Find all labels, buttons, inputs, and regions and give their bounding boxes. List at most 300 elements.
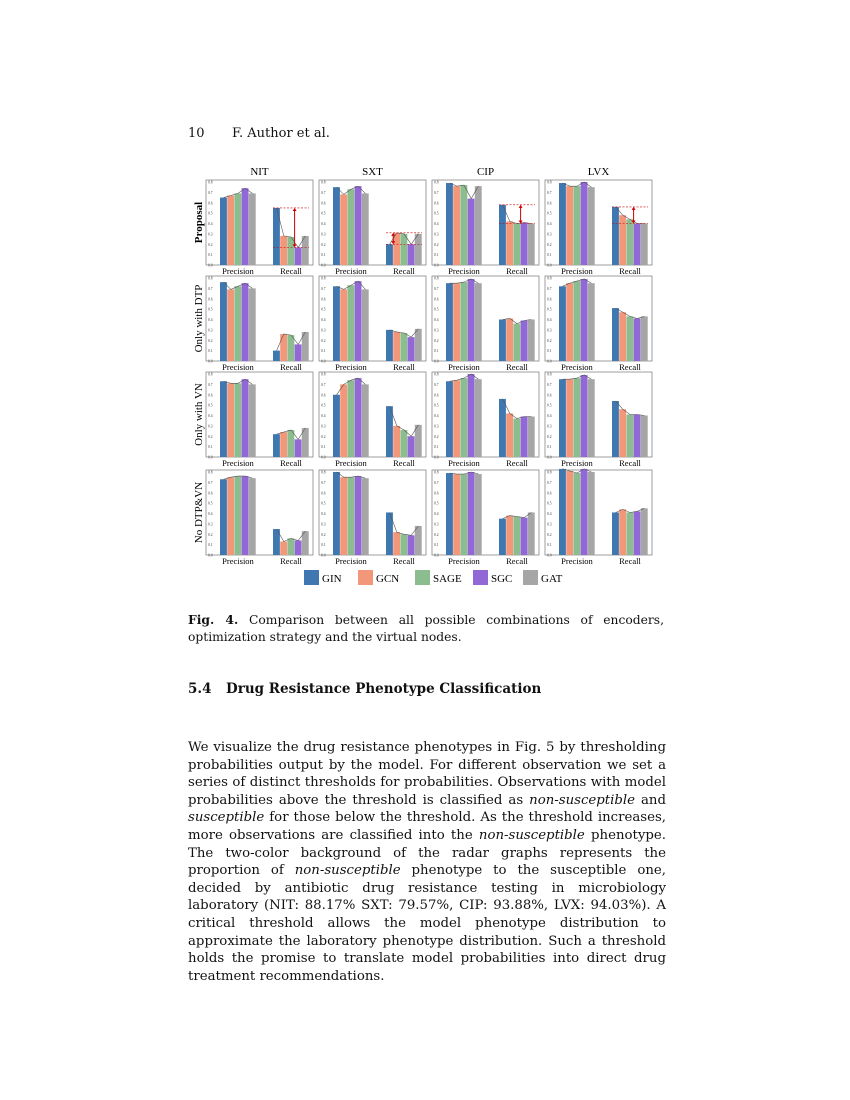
x-category-label: Recall: [506, 362, 528, 372]
y-tick-label: 0.2: [208, 434, 213, 439]
y-tick-label: 0.7: [547, 480, 552, 485]
y-tick-label: 0.8: [547, 180, 552, 185]
column-title: SXT: [362, 166, 383, 178]
legend-label: SGC: [491, 573, 513, 585]
bar: [619, 509, 626, 555]
y-tick-label: 0.5: [321, 403, 326, 408]
y-tick-label: 0.0: [208, 553, 213, 558]
y-tick-label: 0.5: [321, 501, 326, 506]
bar: [475, 283, 482, 361]
body-paragraph: [188, 739, 666, 985]
bar: [400, 534, 407, 555]
y-tick-label: 0.6: [434, 297, 439, 302]
bar: [513, 517, 520, 555]
x-category-label: Precision: [222, 458, 254, 468]
y-tick-label: 0.0: [321, 455, 326, 460]
bar: [220, 282, 227, 361]
y-tick-label: 0.3: [434, 424, 439, 429]
legend-swatch: [304, 570, 319, 585]
y-tick-label: 0.6: [547, 491, 552, 496]
y-tick-label: 0.2: [321, 532, 326, 537]
bar: [453, 380, 460, 457]
bar: [634, 511, 641, 555]
bar: [612, 401, 619, 457]
y-tick-label: 0.1: [321, 543, 326, 548]
y-tick-label: 0.3: [434, 232, 439, 237]
y-tick-label: 0.3: [208, 328, 213, 333]
x-category-label: Precision: [448, 266, 480, 276]
y-tick-label: 0.6: [208, 201, 213, 206]
y-tick-label: 0.6: [208, 491, 213, 496]
bar: [513, 324, 520, 361]
x-category-label: Recall: [393, 458, 415, 468]
bar: [475, 186, 482, 265]
row-label: Proposal: [193, 201, 205, 244]
bar: [626, 512, 633, 555]
bar: [340, 194, 347, 265]
y-tick-label: 0.5: [547, 403, 552, 408]
bar: [468, 199, 475, 265]
y-tick-label: 0.0: [547, 359, 552, 364]
bar: [499, 399, 506, 457]
bar: [333, 286, 340, 361]
bar: [468, 374, 475, 457]
bar: [287, 237, 294, 265]
para-text: phenotype to the susceptible one, decided by antibiotic drug resistance testing in microbiology laboratory (NIT: 88.17% SXT: 79.57%, CIP: 93.88%, LVX: 94.03%). A critical threshold allows the model phenotype distribution to approximate the laboratory phenotype distribution. Such a threshold holds the promise to translate model probabilities into direct drug treatment recommendations.: [188, 863, 666, 984]
y-tick-label: 0.3: [434, 328, 439, 333]
y-tick-label: 0.8: [434, 180, 439, 185]
y-tick-label: 0.7: [208, 480, 213, 485]
y-tick-label: 0.6: [434, 491, 439, 496]
y-tick-label: 0.7: [208, 190, 213, 195]
y-tick-label: 0.0: [434, 263, 439, 268]
x-category-label: Recall: [280, 266, 302, 276]
bar: [641, 316, 648, 361]
y-tick-label: 0.3: [321, 424, 326, 429]
y-tick-label: 0.7: [321, 480, 326, 485]
y-tick-label: 0.6: [321, 491, 326, 496]
bar: [626, 219, 633, 265]
y-tick-label: 0.3: [547, 328, 552, 333]
bar: [347, 380, 354, 457]
bar: [400, 430, 407, 457]
y-tick-label: 0.6: [321, 297, 326, 302]
x-category-label: Recall: [619, 362, 641, 372]
bar: [220, 479, 227, 555]
y-tick-label: 0.1: [321, 253, 326, 258]
x-category-label: Recall: [393, 362, 415, 372]
bar: [400, 333, 407, 361]
y-tick-label: 0.2: [434, 532, 439, 537]
bar: [499, 205, 506, 265]
bar: [521, 417, 528, 457]
y-tick-label: 0.1: [547, 349, 552, 354]
bar: [528, 417, 535, 457]
column-title: LVX: [587, 166, 610, 178]
bar: [453, 474, 460, 555]
annotation-arrowhead: [519, 205, 523, 208]
y-tick-label: 0.8: [321, 180, 326, 185]
x-category-label: Recall: [619, 556, 641, 566]
running-authors: F. Author et al.: [232, 126, 330, 141]
legend-swatch: [523, 570, 538, 585]
y-tick-label: 0.5: [434, 307, 439, 312]
row-label: No DTP&VN: [193, 481, 205, 544]
y-tick-label: 0.6: [547, 297, 552, 302]
y-tick-label: 0.6: [321, 201, 326, 206]
bar: [355, 186, 362, 265]
legend-swatch: [415, 570, 430, 585]
legend-swatch: [358, 570, 373, 585]
bar: [249, 288, 256, 361]
y-tick-label: 0.6: [208, 297, 213, 302]
y-tick-label: 0.4: [321, 512, 326, 516]
y-tick-label: 0.3: [321, 522, 326, 527]
bar: [641, 508, 648, 555]
bar: [280, 236, 287, 265]
bar: [408, 337, 415, 361]
y-tick-label: 0.5: [434, 211, 439, 216]
y-tick-label: 0.6: [547, 393, 552, 398]
bar: [521, 222, 528, 265]
bar: [295, 344, 302, 361]
bar: [227, 195, 234, 265]
x-category-label: Precision: [222, 362, 254, 372]
bar: [634, 414, 641, 457]
x-category-label: Recall: [619, 458, 641, 468]
bar: [559, 379, 566, 457]
y-tick-label: 0.1: [321, 445, 326, 450]
bar: [415, 425, 422, 457]
bar: [234, 383, 241, 457]
bar: [415, 526, 422, 555]
y-tick-label: 0.7: [321, 190, 326, 195]
bar: [393, 233, 400, 265]
y-tick-label: 0.4: [321, 222, 326, 226]
y-tick-label: 0.7: [434, 480, 439, 485]
bar: [408, 244, 415, 265]
bar: [355, 281, 362, 361]
bar: [333, 187, 340, 265]
bar: [460, 185, 467, 265]
bar: [573, 473, 580, 555]
bar: [566, 283, 573, 361]
bar: [280, 432, 287, 457]
bar: [295, 439, 302, 457]
para-text: and: [635, 792, 666, 808]
bar: [612, 207, 619, 265]
y-tick-label: 0.8: [434, 276, 439, 281]
y-tick-label: 0.0: [547, 553, 552, 558]
y-tick-label: 0.3: [208, 522, 213, 527]
bar: [528, 512, 535, 555]
y-tick-label: 0.8: [208, 180, 213, 185]
y-tick-label: 0.3: [547, 424, 552, 429]
y-tick-label: 0.5: [434, 403, 439, 408]
bar: [273, 351, 280, 361]
y-tick-label: 0.0: [434, 359, 439, 364]
bar: [581, 375, 588, 457]
bar: [513, 419, 520, 457]
trend-line: [503, 205, 532, 224]
y-tick-label: 0.7: [208, 382, 213, 387]
y-tick-label: 0.1: [434, 543, 439, 548]
bar: [362, 384, 369, 457]
y-tick-label: 0.7: [434, 382, 439, 387]
column-title: NIT: [250, 166, 269, 178]
x-category-label: Precision: [561, 266, 593, 276]
para-emph: susceptible: [188, 810, 265, 826]
bar: [468, 279, 475, 361]
y-tick-label: 0.4: [208, 222, 213, 226]
y-tick-label: 0.5: [434, 501, 439, 506]
x-category-label: Recall: [506, 266, 528, 276]
bar: [273, 434, 280, 457]
bar: [280, 542, 287, 555]
bar: [355, 476, 362, 555]
y-tick-label: 0.1: [547, 543, 552, 548]
bar: [362, 289, 369, 361]
bar: [619, 312, 626, 361]
figure-caption: [188, 611, 664, 646]
y-tick-label: 0.0: [208, 263, 213, 268]
y-tick-label: 0.5: [547, 307, 552, 312]
y-tick-label: 0.7: [434, 190, 439, 195]
trend-line: [390, 513, 419, 536]
section-title: Drug Resistance Phenotype Classification: [226, 681, 542, 697]
y-tick-label: 0.0: [547, 455, 552, 460]
caption-label: Fig. 4.: [188, 612, 239, 627]
bar: [362, 478, 369, 555]
x-category-label: Recall: [280, 362, 302, 372]
y-tick-label: 0.8: [321, 372, 326, 377]
y-tick-label: 0.2: [208, 338, 213, 343]
y-tick-label: 0.2: [547, 434, 552, 439]
y-tick-label: 0.2: [321, 242, 326, 247]
y-tick-label: 0.1: [208, 543, 213, 548]
column-title: CIP: [476, 166, 495, 178]
bar: [612, 308, 619, 361]
y-tick-label: 0.1: [321, 349, 326, 354]
section-heading: [188, 681, 541, 697]
x-category-label: Precision: [222, 556, 254, 566]
legend-label: GIN: [322, 573, 342, 585]
y-tick-label: 0.4: [434, 414, 439, 418]
y-tick-label: 0.2: [208, 242, 213, 247]
bar: [581, 279, 588, 361]
bar: [499, 519, 506, 555]
bar: [227, 289, 234, 361]
bar: [386, 330, 393, 361]
y-tick-label: 0.3: [547, 232, 552, 237]
y-tick-label: 0.8: [547, 372, 552, 377]
bar: [573, 281, 580, 361]
legend-label: SAGE: [433, 573, 462, 585]
bar: [340, 477, 347, 555]
y-tick-label: 0.1: [434, 445, 439, 450]
y-tick-label: 0.0: [321, 359, 326, 364]
y-tick-label: 0.5: [208, 403, 213, 408]
y-tick-label: 0.1: [434, 253, 439, 258]
bar: [460, 282, 467, 361]
bar: [521, 518, 528, 555]
y-tick-label: 0.0: [208, 455, 213, 460]
y-tick-label: 0.0: [434, 553, 439, 558]
bar: [242, 379, 249, 457]
y-tick-label: 0.8: [321, 276, 326, 281]
y-tick-label: 0.8: [208, 276, 213, 281]
y-tick-label: 0.7: [434, 286, 439, 291]
y-tick-label: 0.4: [434, 512, 439, 516]
bar: [340, 384, 347, 457]
bar: [634, 318, 641, 361]
bar: [400, 234, 407, 265]
bar: [566, 379, 573, 457]
bar: [295, 247, 302, 265]
y-tick-label: 0.3: [208, 424, 213, 429]
y-tick-label: 0.1: [208, 349, 213, 354]
y-tick-label: 0.4: [321, 414, 326, 418]
y-tick-label: 0.5: [321, 307, 326, 312]
y-tick-label: 0.6: [434, 201, 439, 206]
bar: [612, 512, 619, 555]
bar: [415, 329, 422, 361]
bar: [460, 474, 467, 555]
y-tick-label: 0.6: [434, 393, 439, 398]
bar: [528, 320, 535, 362]
bar: [249, 478, 256, 555]
bar: [506, 221, 513, 265]
bar: [566, 471, 573, 555]
x-category-label: Precision: [561, 362, 593, 372]
y-tick-label: 0.1: [208, 253, 213, 258]
bar: [446, 473, 453, 555]
y-tick-label: 0.4: [434, 222, 439, 226]
y-tick-label: 0.7: [547, 382, 552, 387]
bar: [227, 383, 234, 457]
bar: [619, 215, 626, 265]
para-text: for those below the threshold. As the threshold increases, more observations are classified into the: [188, 810, 666, 843]
legend-label: GAT: [541, 573, 563, 585]
y-tick-label: 0.4: [547, 512, 552, 516]
y-tick-label: 0.4: [434, 318, 439, 322]
x-category-label: Recall: [506, 458, 528, 468]
bar: [626, 316, 633, 361]
bar: [333, 395, 340, 457]
bar: [506, 516, 513, 555]
bar: [386, 244, 393, 265]
bar: [220, 381, 227, 457]
bar: [475, 379, 482, 457]
bar: [393, 532, 400, 555]
bar: [453, 186, 460, 265]
y-tick-label: 0.7: [547, 286, 552, 291]
y-tick-label: 0.7: [321, 382, 326, 387]
y-tick-label: 0.8: [547, 276, 552, 281]
y-tick-label: 0.4: [321, 318, 326, 322]
bar: [446, 283, 453, 361]
bar: [506, 413, 513, 457]
y-tick-label: 0.2: [547, 532, 552, 537]
x-category-label: Recall: [619, 266, 641, 276]
bar: [588, 472, 595, 555]
bar: [340, 289, 347, 361]
x-category-label: Recall: [393, 556, 415, 566]
bar: [347, 189, 354, 265]
x-category-label: Precision: [448, 556, 480, 566]
y-tick-label: 0.7: [321, 286, 326, 291]
y-tick-label: 0.4: [208, 318, 213, 322]
bar: [242, 188, 249, 265]
bar: [393, 426, 400, 457]
bar: [559, 286, 566, 361]
bar: [446, 183, 453, 265]
bar: [408, 535, 415, 555]
bar: [347, 285, 354, 361]
bar: [287, 430, 294, 457]
x-category-label: Precision: [335, 362, 367, 372]
y-tick-label: 0.0: [321, 553, 326, 558]
bar: [506, 318, 513, 361]
y-tick-label: 0.0: [434, 455, 439, 460]
bar: [234, 476, 241, 555]
bar: [227, 477, 234, 555]
y-tick-label: 0.8: [547, 470, 552, 475]
bar: [234, 193, 241, 265]
bar: [408, 436, 415, 457]
bar: [220, 198, 227, 265]
bar: [280, 334, 287, 361]
page-number: 10: [188, 126, 205, 141]
x-category-label: Precision: [335, 458, 367, 468]
y-tick-label: 0.8: [208, 470, 213, 475]
y-tick-label: 0.5: [547, 501, 552, 506]
bar: [581, 469, 588, 555]
y-tick-label: 0.3: [321, 328, 326, 333]
y-tick-label: 0.4: [547, 318, 552, 322]
y-tick-label: 0.6: [208, 393, 213, 398]
y-tick-label: 0.4: [547, 414, 552, 418]
bar: [453, 283, 460, 361]
y-tick-label: 0.3: [434, 522, 439, 527]
y-tick-label: 0.0: [547, 263, 552, 268]
bar: [641, 224, 648, 266]
bar: [446, 381, 453, 457]
para-emph: non-susceptible: [478, 827, 585, 843]
bar: [393, 332, 400, 361]
section-number: 5.4: [188, 681, 212, 697]
bar: [249, 193, 256, 265]
y-tick-label: 0.1: [547, 445, 552, 450]
bar: [626, 414, 633, 457]
y-tick-label: 0.1: [434, 349, 439, 354]
y-tick-label: 0.4: [547, 222, 552, 226]
bar: [588, 379, 595, 457]
x-category-label: Recall: [280, 458, 302, 468]
bar: [468, 472, 475, 555]
bar: [249, 384, 256, 457]
y-tick-label: 0.1: [208, 445, 213, 450]
x-category-label: Precision: [448, 362, 480, 372]
y-tick-label: 0.2: [434, 242, 439, 247]
bar: [559, 469, 566, 555]
y-tick-label: 0.2: [321, 338, 326, 343]
annotation-arrowhead: [293, 208, 297, 211]
bar: [234, 286, 241, 361]
bar: [295, 540, 302, 555]
y-tick-label: 0.0: [321, 263, 326, 268]
y-tick-label: 0.5: [208, 307, 213, 312]
